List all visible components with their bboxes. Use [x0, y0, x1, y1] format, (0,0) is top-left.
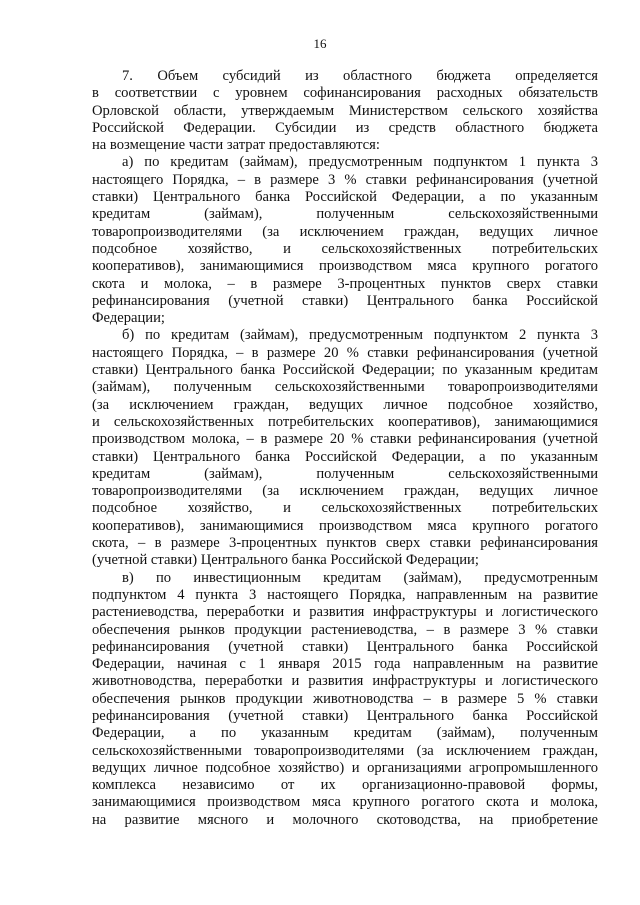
text-line: Федерации, начиная с 1 января 2015 года направленным на развитие [92, 656, 598, 673]
text-line: кооперативов), занимающимися производством мяса крупного рогатого [92, 517, 598, 534]
text-line: рефинансирования (учетной ставки) Центрального банка Российской [92, 707, 598, 724]
text-line: рефинансирования (учетной ставки) Центрального банка Российской [92, 292, 598, 309]
text-line: рефинансирования (учетной ставки) Центрального банка Российской [92, 638, 598, 655]
text-line: товаропроизводителями (за исключением граждан, ведущих личное [92, 223, 598, 240]
text-line: подпунктом 4 пункта 3 настоящего Порядка, направленным на развитие [92, 586, 598, 603]
text-line: настоящего Порядка, – в размере 20 % ставки рефинансирования (учетной [92, 344, 598, 361]
text-line: Федерации, а по указанным кредитам (займам), полученным [92, 725, 598, 742]
text-line: обеспечения рынков продукции животноводства – в размере 5 % ставки [92, 690, 598, 707]
text-line: подсобное хозяйство, и сельскохозяйственных потребительских [92, 240, 598, 257]
text-line: сельскохозяйственными товаропроизводителями (за исключением граждан, [92, 742, 598, 759]
page-number: 16 [313, 36, 327, 51]
text-line: ведущих личное подсобное хозяйство) и организациями агропромышленного [92, 759, 598, 776]
text-line: ставки) Центрального банка Российской Федерации; по указанным кредитам [92, 362, 598, 379]
text-line: (учетной ставки) Центрального банка Российской Федерации; [92, 552, 479, 569]
text-line: кредитам (займам), полученным сельскохозяйственными [92, 206, 598, 223]
text-line: (займам), полученным сельскохозяйственными товаропроизводителями [92, 379, 598, 396]
text-line: подсобное хозяйство, и сельскохозяйственных потребительских [92, 500, 598, 517]
text-line: 7. Объем субсидий из областного бюджета определяется [122, 68, 598, 84]
text-line: ставки) Центрального банка Российской Федерации, а по указанным [92, 448, 598, 465]
text-line: кооперативов), занимающимися производством мяса крупного рогатого [92, 258, 598, 275]
text-line: Российской Федерации. Субсидии из средств областного бюджета [92, 119, 598, 136]
text-line: кредитам (займам), полученным сельскохозяйственными [92, 465, 598, 482]
text-line: Федерации; [92, 310, 165, 327]
text-line: занимающимися производством мяса крупного рогатого скота и молока, [92, 794, 598, 811]
text-line: Орловской области, утверждаемым Министерством сельского хозяйства [92, 102, 598, 119]
text-line: б) по кредитам (займам), предусмотренным подпунктом 2 пункта 3 [122, 327, 598, 344]
text-line: на развитие мясного и молочного скотоводства, на приобретение [92, 811, 598, 828]
text-line: настоящего Порядка, – в размере 3 % ставки рефинансирования (учетной [92, 171, 598, 188]
text-line: ставки) Центрального банка Российской Федерации, а по указанным [92, 189, 598, 206]
text-line: животноводства, переработки и развития инфраструктуры и логистического [92, 673, 598, 690]
text-line: комплекса независимо от их организационно-правовой формы, [92, 777, 598, 794]
text-line: а) по кредитам (займам), предусмотренным подпунктом 1 пункта 3 [122, 154, 598, 171]
text-line: и сельскохозяйственных потребительских кооперативов), занимающимися [92, 413, 598, 430]
document-body-text [92, 68, 598, 829]
text-line: скота и молока, – в размере 3-процентных пунктов сверх ставки [92, 275, 598, 292]
text-line: в) по инвестиционным кредитам (займам), предусмотренным [122, 569, 598, 586]
text-line: (за исключением граждан, ведущих личное подсобное хозяйство, [92, 396, 598, 413]
text-line: на возмещение части затрат предоставляются: [92, 137, 380, 154]
text-line: в соответствии с уровнем софинансирования расходных обязательств [92, 85, 598, 102]
text-line: скота, – в размере 3-процентных пунктов сверх ставки рефинансирования [92, 535, 598, 552]
text-line: растениеводства, переработки и развития инфраструктуры и логистического [92, 604, 598, 621]
text-line: товаропроизводителями (за исключением граждан, ведущих личное [92, 483, 598, 500]
text-line: обеспечения рынков продукции растениеводства, – в размере 3 % ставки [92, 621, 598, 638]
text-line: производством молока, – в размере 20 % ставки рефинансирования (учетной [92, 431, 598, 448]
